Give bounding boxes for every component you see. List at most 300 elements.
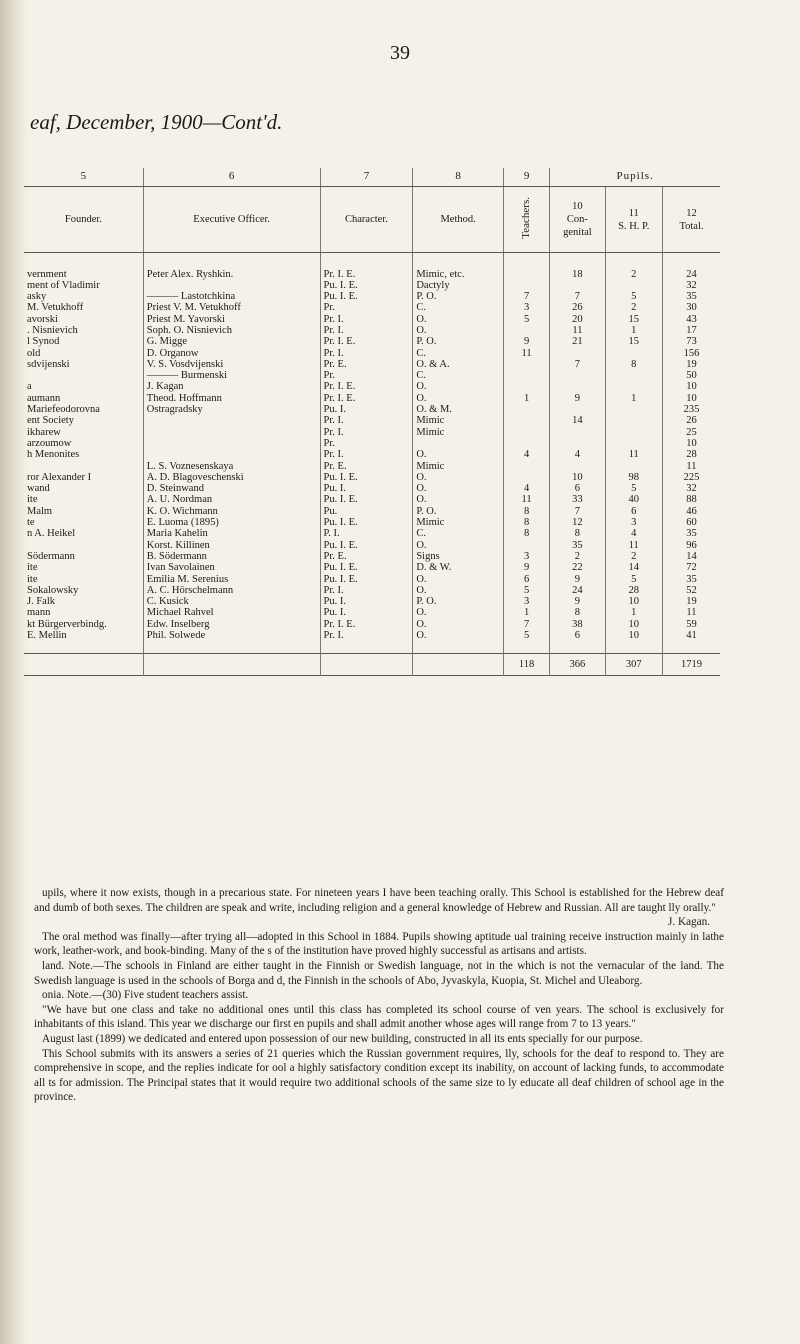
- congenital-cell: 10: [550, 472, 605, 483]
- total-cell: 35: [662, 291, 720, 302]
- table-row: [24, 596, 720, 607]
- teachers-header-label: Teachers.: [519, 197, 532, 239]
- table-row: [24, 302, 720, 313]
- officer-cell: [143, 415, 320, 426]
- founder-cell: [24, 370, 143, 381]
- note-finland: land. Note.—The schools in Finland are either taught in the Finnish or Swedish language, not in the which is not the vernacular of the land. The Swedish language is used in the schools of Borga and d, the Finnish in the schools of Abo, Jyvaskyla, Kuopia, St. Michel and Uleaborg.: [34, 959, 724, 987]
- congenital-cell: 6: [550, 483, 605, 494]
- congenital-cell: 7: [550, 506, 605, 517]
- founder-cell: avorski: [27, 313, 58, 325]
- method-cell: O.: [413, 607, 504, 618]
- character-cell: Pr. I.: [320, 449, 413, 460]
- character-cell: Pr.: [320, 370, 413, 381]
- congenital-cell: [550, 280, 605, 291]
- character-cell: Pu. I.: [320, 483, 413, 494]
- method-cell: P. O.: [413, 596, 504, 607]
- congenital-cell: 8: [550, 607, 605, 618]
- total-cell: 19: [662, 596, 720, 607]
- officer-cell: [143, 438, 320, 449]
- character-cell: Pu. I. E.: [320, 562, 413, 573]
- teachers-cell: 7: [503, 619, 549, 630]
- founder-cell: . Nisnievich: [27, 324, 78, 336]
- congenital-cell: [550, 427, 605, 438]
- shp-cell: [605, 438, 662, 449]
- table-row: [24, 280, 720, 291]
- shp-cell: 10: [605, 619, 662, 630]
- officer-cell: Soph. O. Nisnievich: [143, 325, 320, 336]
- teachers-cell: [503, 427, 549, 438]
- teachers-cell: 7: [503, 291, 549, 302]
- total-cell: 35: [662, 528, 720, 539]
- notes-section: [34, 886, 724, 1105]
- character-cell: Pr.: [320, 302, 413, 313]
- character-cell: Pu. I. E.: [320, 517, 413, 528]
- character-cell: Pr. E.: [320, 461, 413, 472]
- shp-cell: 14: [605, 562, 662, 573]
- congenital-cell: 20: [550, 314, 605, 325]
- totals-row: [24, 653, 720, 675]
- total-shp: 307: [605, 653, 662, 675]
- note-signature: J. Kagan.: [668, 916, 710, 929]
- table-row: [24, 585, 720, 596]
- total-cell: 46: [662, 506, 720, 517]
- teachers-cell: 8: [503, 506, 549, 517]
- running-title: eaf, December, 1900—Cont'd.: [30, 110, 283, 134]
- table-row: [24, 415, 720, 426]
- total-cell: 43: [662, 314, 720, 325]
- founder-cell: aumann: [27, 392, 61, 404]
- method-cell: Mimic, etc.: [413, 269, 504, 280]
- colnum-7: 7: [320, 168, 413, 187]
- shp-cell: 11: [605, 449, 662, 460]
- method-cell: Mimic: [413, 427, 504, 438]
- total-cell: 52: [662, 585, 720, 596]
- method-cell: P. O.: [413, 336, 504, 347]
- founder-cell: wand: [27, 483, 50, 495]
- method-cell: C.: [413, 302, 504, 313]
- founder-cell: ikharew: [27, 426, 61, 438]
- method-cell: P. O.: [413, 506, 504, 517]
- founder-cell: ite: [27, 573, 38, 585]
- total-cell: 19: [662, 359, 720, 370]
- table-row: [24, 291, 720, 302]
- teachers-cell: [503, 540, 549, 551]
- officer-cell: V. S. Vosdvijenski: [143, 359, 320, 370]
- column-number-row: [24, 168, 720, 187]
- table-row: [24, 269, 720, 280]
- teachers-cell: [503, 415, 549, 426]
- character-cell: Pr. E.: [320, 359, 413, 370]
- total-cell: 60: [662, 517, 720, 528]
- character-cell: Pu. I. E.: [320, 574, 413, 585]
- officer-cell: Phil. Solwede: [143, 630, 320, 641]
- total-pupils: 1719: [662, 653, 720, 675]
- table-row: [24, 506, 720, 517]
- congenital-cell: 11: [550, 325, 605, 336]
- congenital-cell: 9: [550, 596, 605, 607]
- shp-cell: [605, 427, 662, 438]
- character-cell: Pr. I. E.: [320, 393, 413, 404]
- shp-cell: [605, 461, 662, 472]
- character-cell: Pr.: [320, 438, 413, 449]
- shp-cell: [605, 280, 662, 291]
- total-cell: 50: [662, 370, 720, 381]
- teachers-cell: 1: [503, 393, 549, 404]
- character-cell: Pr. I. E.: [320, 381, 413, 392]
- shp-cell: 15: [605, 314, 662, 325]
- method-cell: O.: [413, 585, 504, 596]
- total-cell: 17: [662, 325, 720, 336]
- officer-cell: Michael Rahvel: [143, 607, 320, 618]
- founder-cell: Sokalowsky: [27, 584, 79, 596]
- officer-cell: Ostragradsky: [143, 404, 320, 415]
- congenital-cell: 14: [550, 415, 605, 426]
- method-cell: C.: [413, 348, 504, 359]
- method-cell: O.: [413, 381, 504, 392]
- colnum-9: 9: [503, 168, 549, 187]
- total-cell: 11: [662, 607, 720, 618]
- congenital-cell: 26: [550, 302, 605, 313]
- congenital-cell: [550, 370, 605, 381]
- shp-cell: 11: [605, 540, 662, 551]
- table-row: [24, 517, 720, 528]
- note-one-class: "We have but one class and take no additional ones until this class has completed its school course of ven years. The school is exclusively for inhabitants of this island. This year we discharge our first en pupils and shall admit another whose ages will range from 7 to 13 years.": [34, 1003, 724, 1031]
- congenital-cell: 4: [550, 449, 605, 460]
- method-cell: O.: [413, 630, 504, 641]
- table-row: [24, 427, 720, 438]
- shp-cell: [605, 404, 662, 415]
- teachers-cell: 11: [503, 348, 549, 359]
- congenital-cell: [550, 438, 605, 449]
- officer-cell: Ivan Savolainen: [143, 562, 320, 573]
- method-cell: O.: [413, 393, 504, 404]
- table-row: [24, 325, 720, 336]
- congenital-cell: 9: [550, 393, 605, 404]
- character-cell: Pr. I.: [320, 585, 413, 596]
- table-row: [24, 483, 720, 494]
- congenital-cell: [550, 348, 605, 359]
- table-row: [24, 562, 720, 573]
- total-cell: 96: [662, 540, 720, 551]
- teachers-cell: [503, 404, 549, 415]
- shp-cell: 8: [605, 359, 662, 370]
- officer-cell: J. Kagan: [143, 381, 320, 392]
- shp-cell: [605, 415, 662, 426]
- method-cell: O. & M.: [413, 404, 504, 415]
- congenital-cell: [550, 461, 605, 472]
- note-estonia: onia. Note.—(30) Five student teachers assist.: [42, 989, 249, 1002]
- founder-cell: Malm: [27, 505, 53, 517]
- total-number: 12: [686, 207, 697, 219]
- shp-cell: 10: [605, 630, 662, 641]
- method-cell: C.: [413, 528, 504, 539]
- shp-cell: 98: [605, 472, 662, 483]
- shp-cell: 2: [605, 551, 662, 562]
- shp-cell: 10: [605, 596, 662, 607]
- total-label: Total.: [679, 220, 704, 232]
- officer-cell: G. Migge: [143, 336, 320, 347]
- total-cell: 25: [662, 427, 720, 438]
- founder-cell: vernment: [27, 268, 67, 280]
- table-row: [24, 619, 720, 630]
- teachers-cell: [503, 438, 549, 449]
- shp-header: [605, 187, 662, 253]
- colnum-8: 8: [413, 168, 504, 187]
- page-number: 39: [390, 42, 410, 64]
- officer-cell: Emilia M. Serenius: [143, 574, 320, 585]
- founder-cell: ite: [27, 562, 38, 574]
- total-cell: 10: [662, 438, 720, 449]
- officer-cell: A. D. Blagoveschenski: [143, 472, 320, 483]
- total-cell: 235: [662, 404, 720, 415]
- character-cell: P. I.: [320, 528, 413, 539]
- congenital-cell: 6: [550, 630, 605, 641]
- method-cell: O.: [413, 483, 504, 494]
- character-cell: Pr. I.: [320, 348, 413, 359]
- officer-cell: A. U. Nordman: [143, 494, 320, 505]
- table-row: [24, 404, 720, 415]
- congenital-cell: 7: [550, 359, 605, 370]
- character-cell: Pu. I.: [320, 404, 413, 415]
- table-row: [24, 370, 720, 381]
- method-cell: P. O.: [413, 291, 504, 302]
- header-row: [24, 187, 720, 253]
- total-cell: 32: [662, 280, 720, 291]
- congenital-cell: 38: [550, 619, 605, 630]
- founder-cell: [24, 461, 143, 472]
- method-cell: O.: [413, 325, 504, 336]
- total-cell: 26: [662, 415, 720, 426]
- total-cell: 35: [662, 574, 720, 585]
- total-cell: 11: [662, 461, 720, 472]
- table-body: [24, 269, 720, 642]
- character-cell: Pu. I.: [320, 596, 413, 607]
- method-cell: C.: [413, 370, 504, 381]
- teachers-cell: [503, 472, 549, 483]
- table-row: [24, 607, 720, 618]
- character-cell: Pu. I.: [320, 607, 413, 618]
- character-cell: Pu. I. E.: [320, 494, 413, 505]
- teachers-cell: 3: [503, 302, 549, 313]
- table-row: [24, 381, 720, 392]
- table-row: [24, 359, 720, 370]
- officer-cell: D. Steinwand: [143, 483, 320, 494]
- officer-cell: Maria Kahelin: [143, 528, 320, 539]
- shp-number: 11: [628, 207, 639, 219]
- founder-cell: a: [27, 381, 32, 393]
- character-cell: Pr. I. E.: [320, 269, 413, 280]
- table-row: [24, 336, 720, 347]
- pupils-heading: Pupils.: [550, 168, 720, 187]
- officer-cell: D. Organow: [143, 348, 320, 359]
- founder-header: Founder.: [24, 187, 143, 253]
- teachers-cell: [503, 359, 549, 370]
- shp-cell: 1: [605, 325, 662, 336]
- officer-cell: Korst. Killinen: [143, 540, 320, 551]
- total-cell: 41: [662, 630, 720, 641]
- founder-cell: mann: [27, 607, 51, 619]
- total-cell: 73: [662, 336, 720, 347]
- note-building: August last (1899) we dedicated and entered upon possession of our new building, constructed in all its ents specially for our purpose.: [42, 1032, 643, 1045]
- teachers-cell: [503, 280, 549, 291]
- founder-cell: sdvijenski: [27, 358, 70, 370]
- total-cell: 10: [662, 381, 720, 392]
- character-cell: Pu. I. E.: [320, 280, 413, 291]
- teachers-cell: 5: [503, 630, 549, 641]
- total-cell: 88: [662, 494, 720, 505]
- founder-cell: h Menonites: [27, 449, 80, 461]
- officer-cell: E. Luoma (1895): [143, 517, 320, 528]
- shp-cell: [605, 381, 662, 392]
- founder-cell: asky: [27, 291, 47, 303]
- founder-cell: ment of Vladimir: [27, 279, 100, 291]
- founder-cell: ror Alexander I: [27, 471, 92, 483]
- founder-cell: Mariefeodorovna: [27, 404, 100, 416]
- character-cell: Pr. I.: [320, 427, 413, 438]
- total-cell: 59: [662, 619, 720, 630]
- character-cell: Pr. E.: [320, 551, 413, 562]
- officer-cell: [143, 449, 320, 460]
- officer-cell: Edw. Inselberg: [143, 619, 320, 630]
- officer-cell: ——— Burmenski: [143, 370, 320, 381]
- teachers-cell: [503, 269, 549, 280]
- teachers-cell: 9: [503, 562, 549, 573]
- colnum-6: 6: [143, 168, 320, 187]
- method-header: Method.: [413, 187, 504, 253]
- teachers-cell: 4: [503, 449, 549, 460]
- shp-cell: 5: [605, 574, 662, 585]
- method-cell: O.: [413, 619, 504, 630]
- officer-cell: C. Kusick: [143, 596, 320, 607]
- table-row: [24, 438, 720, 449]
- character-cell: Pr. I.: [320, 630, 413, 641]
- officer-cell: B. Södermann: [143, 551, 320, 562]
- congenital-label: Con-genital: [563, 214, 592, 238]
- method-cell: Mimic: [413, 415, 504, 426]
- character-cell: Pu.: [320, 506, 413, 517]
- teachers-cell: 8: [503, 528, 549, 539]
- shp-cell: 6: [605, 506, 662, 517]
- character-cell: Pr. I.: [320, 314, 413, 325]
- table-row: [24, 574, 720, 585]
- founder-cell: Södermann: [27, 550, 75, 562]
- method-cell: Mimic: [413, 517, 504, 528]
- teachers-cell: 11: [503, 494, 549, 505]
- officer-cell: K. O. Wichmann: [143, 506, 320, 517]
- table-row: [24, 630, 720, 641]
- teachers-cell: [503, 381, 549, 392]
- total-cell: 24: [662, 269, 720, 280]
- founder-cell: old: [27, 347, 41, 359]
- congenital-cell: 12: [550, 517, 605, 528]
- congenital-cell: 9: [550, 574, 605, 585]
- shp-cell: 3: [605, 517, 662, 528]
- shp-cell: 40: [605, 494, 662, 505]
- character-cell: Pr. I. E.: [320, 619, 413, 630]
- character-cell: Pr. I. E.: [320, 336, 413, 347]
- note-queries: This School submits with its answers a series of 21 queries which the Russian government requires, lly, schools for the deaf to respond to. They are comprehensive in scope, and the replies indicate for ool a highly satisfactory condition except its inability, on account of lacking funds, to accommodate all ts for admission. The Principal states that it would require two additional schools of the same size to ly educate all deaf children of school age in the province.: [34, 1047, 724, 1104]
- total-cell: 156: [662, 348, 720, 359]
- shp-cell: 5: [605, 483, 662, 494]
- founder-cell: l Synod: [27, 336, 60, 348]
- character-cell: Pr. I.: [320, 415, 413, 426]
- teachers-cell: 5: [503, 585, 549, 596]
- shp-cell: 15: [605, 336, 662, 347]
- teachers-cell: [503, 325, 549, 336]
- method-cell: O. & A.: [413, 359, 504, 370]
- founder-cell: [24, 540, 143, 551]
- total-congenital: 366: [550, 653, 605, 675]
- congenital-cell: 24: [550, 585, 605, 596]
- officer-cell: Priest V. M. Vetukhoff: [143, 302, 320, 313]
- shp-cell: [605, 370, 662, 381]
- method-cell: D. & W.: [413, 562, 504, 573]
- founder-cell: ite: [27, 494, 38, 506]
- table-row: [24, 449, 720, 460]
- total-header: [662, 187, 720, 253]
- congenital-cell: [550, 381, 605, 392]
- method-cell: Signs: [413, 551, 504, 562]
- officer-cell: Priest M. Yavorski: [143, 314, 320, 325]
- teachers-cell: 1: [503, 607, 549, 618]
- founder-cell: kt Bürgerverbindg.: [27, 618, 107, 630]
- shp-cell: 28: [605, 585, 662, 596]
- shp-cell: 4: [605, 528, 662, 539]
- total-cell: 32: [662, 483, 720, 494]
- character-cell: Pu. I. E.: [320, 291, 413, 302]
- teachers-cell: 3: [503, 596, 549, 607]
- founder-cell: M. Vetukhoff: [27, 302, 84, 314]
- congenital-header: [550, 187, 605, 253]
- table-row: [24, 348, 720, 359]
- character-cell: Pu. I. E.: [320, 540, 413, 551]
- congenital-cell: 7: [550, 291, 605, 302]
- officer-cell: A. C. Hörschelmann: [143, 585, 320, 596]
- table-row: [24, 494, 720, 505]
- table-row: [24, 314, 720, 325]
- method-cell: O.: [413, 494, 504, 505]
- founder-cell: te: [27, 517, 35, 529]
- officer-header: Executive Officer.: [143, 187, 320, 253]
- character-header: Character.: [320, 187, 413, 253]
- table-row: [24, 551, 720, 562]
- character-cell: Pu. I. E.: [320, 472, 413, 483]
- congenital-number: 10: [572, 201, 583, 212]
- congenital-cell: 18: [550, 269, 605, 280]
- shp-cell: 5: [605, 291, 662, 302]
- total-cell: 225: [662, 472, 720, 483]
- method-cell: O.: [413, 540, 504, 551]
- method-cell: Mimic: [413, 461, 504, 472]
- shp-cell: 2: [605, 302, 662, 313]
- register-table: [24, 168, 720, 676]
- method-cell: O.: [413, 314, 504, 325]
- officer-cell: L. S. Voznesenskaya: [143, 461, 320, 472]
- teachers-cell: 6: [503, 574, 549, 585]
- teachers-cell: 3: [503, 551, 549, 562]
- total-cell: 10: [662, 393, 720, 404]
- teachers-header: [503, 187, 549, 253]
- shp-cell: 2: [605, 269, 662, 280]
- officer-cell: Theod. Hoffmann: [143, 393, 320, 404]
- congenital-cell: 21: [550, 336, 605, 347]
- founder-cell: J. Falk: [27, 596, 56, 608]
- table-row: [24, 461, 720, 472]
- shp-cell: 1: [605, 393, 662, 404]
- teachers-cell: 4: [503, 483, 549, 494]
- founder-cell: ent Society: [27, 415, 74, 427]
- congenital-cell: 33: [550, 494, 605, 505]
